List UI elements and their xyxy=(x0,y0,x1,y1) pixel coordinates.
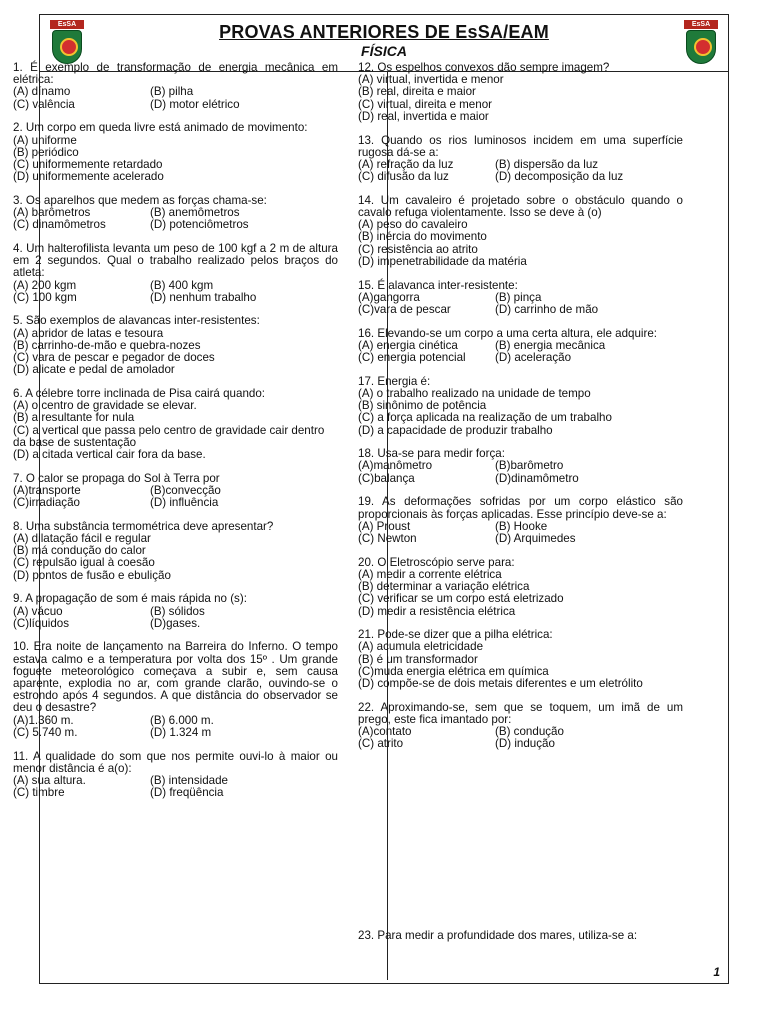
answer-option: (D) a citada vertical cair fora da base. xyxy=(13,448,206,461)
answer-option: (A) peso do cavaleiro xyxy=(358,219,468,232)
answer-option: (C) repulsão igual à coesão xyxy=(13,557,155,570)
answer-option: (C) virtual, direita e menor xyxy=(358,98,493,111)
answer-option: (A) o centro de gravidade se elevar. xyxy=(13,400,197,413)
answer-option: (A) dilatação fácil e regular xyxy=(13,533,151,545)
question-text: 17. Energia é: xyxy=(358,374,431,388)
question xyxy=(358,376,683,437)
question-text: 7. O calor se propaga do Sol à Terra por xyxy=(13,471,220,485)
question xyxy=(13,122,338,183)
answer-option: (D)dinamômetro xyxy=(495,471,579,485)
answer-option: (A) medir a corrente elétrica xyxy=(358,568,502,581)
answer-option: (B) 400 kgm xyxy=(150,278,214,292)
answer-option: (D) pontos de fusão e ebulição xyxy=(13,569,171,582)
question-text: 14. Um cavaleiro é projetado sobre o obstáculo quando o cavalo refuga violentamente. Isso se deve à (o) xyxy=(358,193,683,220)
answer-option: (B) carrinho-de-mão e quebra-nozes xyxy=(13,339,201,352)
answer-option: (B) real, direita e maior xyxy=(358,86,476,99)
question xyxy=(358,135,683,184)
question-text: 2. Um corpo em queda livre está animado de movimento: xyxy=(13,121,308,135)
answer-option: (D) potenciômetros xyxy=(150,218,249,232)
answer-option: (D) nenhum trabalho xyxy=(150,290,257,304)
option-row xyxy=(13,715,338,727)
left-column xyxy=(13,62,338,811)
answer-option: (B) anemômetros xyxy=(150,206,240,220)
answer-option: (B) é um transformador xyxy=(358,653,478,666)
answer-option: (A) 200 kgm xyxy=(13,278,77,292)
answer-option: (A) virtual, invertida e menor xyxy=(358,74,504,87)
answer-option: (B) pinça xyxy=(495,290,542,304)
option-row xyxy=(358,171,683,183)
option-row xyxy=(358,460,683,472)
question xyxy=(358,629,683,690)
shield-icon xyxy=(686,30,716,64)
answer-option: (A) energia cinética xyxy=(358,338,458,352)
answer-option: (C) difusão da luz xyxy=(358,170,449,184)
answer-option: (D) impenetrabilidade da matéria xyxy=(358,255,527,268)
question xyxy=(358,195,683,268)
logo-text: EsSA xyxy=(684,20,718,29)
answer-option: (C) dinamômetros xyxy=(13,218,106,232)
question xyxy=(358,496,683,545)
answer-option: (C) 5.740 m. xyxy=(13,725,78,739)
question xyxy=(358,448,683,485)
answer-option: (D) carrinho de mão xyxy=(495,302,599,316)
answer-option: (C)muda energia elétrica em química xyxy=(358,665,549,678)
answer-option: (C)vara de pescar xyxy=(358,302,451,316)
right-column xyxy=(358,62,683,762)
question xyxy=(358,328,683,365)
question xyxy=(13,195,338,232)
option-row xyxy=(358,304,683,316)
question xyxy=(13,388,338,461)
answer-option: (D) aceleração xyxy=(495,351,572,365)
question-text: 8. Uma substância termométrica deve apresentar? xyxy=(13,519,274,533)
question-text: 12. Os espelhos convexos dão sempre imagem? xyxy=(358,61,610,74)
page-subtitle: FÍSICA xyxy=(361,43,407,59)
answer-option: (B) energia mecânica xyxy=(495,338,606,352)
answer-option: (C) a vertical que passa pelo centro de gravidade cair dentro da base de sustentação xyxy=(13,424,325,449)
question xyxy=(13,315,338,376)
answer-option: (D) alicate e pedal de amolador xyxy=(13,364,175,377)
answer-option: (D) medir a resistência elétrica xyxy=(358,605,516,618)
answer-option: (A)gangorra xyxy=(358,290,420,304)
question-text: 10. Era noite de lançamento na Barreira do Inferno. O tempo estava calmo e a temperatura por volta dos 15º . Um grande foguete meteorológico começava a subir e, sem causa aparente, explodia no ar, com grande clarão, ouvindo-se o estrondo após 4 segundos. A que distância do observador se deu o desastre? xyxy=(13,640,338,715)
answer-option: (B) sólidos xyxy=(150,604,205,618)
answer-option: (D) real, invertida e maior xyxy=(358,110,489,123)
answer-option: (B) dispersão da luz xyxy=(495,157,599,171)
question xyxy=(13,641,338,739)
option-row xyxy=(13,606,338,618)
option-row xyxy=(13,86,338,98)
answer-option: (A) abridor de latas e tesoura xyxy=(13,327,164,340)
option-row xyxy=(13,618,338,630)
answer-option: (C) timbre xyxy=(13,786,65,800)
answer-option: (D) motor elétrico xyxy=(150,97,240,111)
answer-option: (A) vácuo xyxy=(13,604,63,618)
answer-option: (A) sua altura. xyxy=(13,773,86,787)
question-text: 19. As deformações sofridas por um corpo elástico são proporcionais às forças aplicadas. Esse princípio deve-se a: xyxy=(358,495,683,521)
question-text: 21. Pode-se dizer que a pilha elétrica: xyxy=(358,628,553,642)
answer-option: (D) a capacidade de produzir trabalho xyxy=(358,424,553,437)
answer-option: (C) valência xyxy=(13,97,75,111)
answer-option: (A)contato xyxy=(358,725,412,739)
answer-option: (B) a resultante for nula xyxy=(13,412,135,425)
essa-logo-right xyxy=(684,20,718,66)
answer-option: (B) intensidade xyxy=(150,773,228,787)
option-row xyxy=(13,292,338,304)
option-row xyxy=(358,738,683,750)
option-row xyxy=(13,219,338,231)
option-row xyxy=(13,99,338,111)
question xyxy=(13,751,338,800)
answer-option: (C) 100 kgm xyxy=(13,290,77,304)
answer-option: (A)1.360 m. xyxy=(13,713,74,727)
question xyxy=(13,243,338,304)
answer-option: (C) resistência ao atrito xyxy=(358,243,478,256)
answer-option: (A) Proust xyxy=(358,519,411,533)
answer-option: (C) a força aplicada na realização de um trabalho xyxy=(358,412,612,425)
option-row xyxy=(13,497,338,509)
answer-option: (D) influência xyxy=(150,496,219,510)
question-text: 18. Usa-se para medir força: xyxy=(358,447,505,461)
answer-option: (A) acumula eletricidade xyxy=(358,641,484,654)
question-text: 4. Um halterofilista levanta um peso de 100 kgf a 2 m de altura em 2 segundos. Qual o trabalho realizado pelos braços do atleta: xyxy=(13,241,338,280)
answer-option: (B)convecção xyxy=(150,483,221,497)
answer-option: (A)manômetro xyxy=(358,459,433,473)
answer-option: (A) uniforme xyxy=(13,134,77,147)
logo-text: EsSA xyxy=(50,20,84,29)
answer-option: (D) uniformemente acelerado xyxy=(13,171,164,184)
answer-option: (B)barômetro xyxy=(495,459,564,473)
answer-option: (A) dínamo xyxy=(13,85,71,99)
answer-option: (B) 6.000 m. xyxy=(150,713,214,727)
question-text: 11. A qualidade do som que nos permite ouvi-lo à maior ou menor distância é a(o): xyxy=(13,749,338,775)
answer-option: (B) determinar a variação elétrica xyxy=(358,581,530,594)
question-text: 20. O Eletroscópio serve para: xyxy=(358,555,515,569)
question xyxy=(358,62,683,123)
answer-option: (C)balança xyxy=(358,471,415,485)
page-title: PROVAS ANTERIORES DE EsSA/EAM xyxy=(219,22,549,42)
answer-option: (C) verificar se um corpo está eletrizado xyxy=(358,593,564,606)
question xyxy=(13,521,338,582)
question-text: 1. É exemplo de transformação de energia mecânica em elétrica: xyxy=(13,61,338,87)
question xyxy=(13,473,338,510)
answer-option: (D) 1.324 m xyxy=(150,725,212,739)
option-row xyxy=(358,352,683,364)
question-text: 15. É alavanca inter-resistente: xyxy=(358,278,518,292)
answer-option: (A) barômetros xyxy=(13,206,91,220)
answer-option: (A) refração da luz xyxy=(358,157,454,171)
answer-option: (B) inércia do movimento xyxy=(358,231,487,244)
question-text: 5. São exemplos de alavancas inter-resistentes: xyxy=(13,314,260,328)
question-text: 3. Os aparelhos que medem as forças chama-se: xyxy=(13,193,267,207)
question-text: 6. A célebre torre inclinada de Pisa cairá quando: xyxy=(13,386,266,400)
question xyxy=(358,702,683,751)
option-row xyxy=(13,280,338,292)
answer-option: (A) o trabalho realizado na unidade de tempo xyxy=(358,387,591,400)
question xyxy=(358,557,683,618)
answer-option: (B) Hooke xyxy=(495,519,548,533)
question xyxy=(13,62,338,111)
answer-option: (D) compõe-se de dois metais diferentes e um eletrólito xyxy=(358,678,643,691)
page-number: 1 xyxy=(713,965,720,979)
answer-option: (C) vara de pescar e pegador de doces xyxy=(13,352,215,365)
question xyxy=(358,280,683,317)
option-row xyxy=(358,473,683,485)
answer-option: (C) Newton xyxy=(358,532,417,545)
question-text: 16. Elevando-se um corpo a uma certa altura, ele adquire: xyxy=(358,326,658,340)
answer-option: (B) periódico xyxy=(13,146,79,159)
answer-option: (D) freqüência xyxy=(150,786,224,800)
answer-option: (D) decomposição da luz xyxy=(495,170,624,184)
answer-option: (C) atrito xyxy=(358,737,404,751)
answer-option: (B) sinônimo de potência xyxy=(358,400,487,413)
answer-option: (D) Arquimedes xyxy=(495,532,576,545)
option-row xyxy=(13,787,338,799)
question-text: 22. Aproximando-se, sem que se toquem, um imã de um prego, este fica imantado por: xyxy=(358,700,683,726)
answer-option: (C) uniformemente retardado xyxy=(13,158,163,171)
answer-option: (B) pilha xyxy=(150,85,194,99)
answer-option: (C)líquidos xyxy=(13,616,70,630)
option-row xyxy=(358,533,683,545)
answer-option: (D) indução xyxy=(495,737,555,751)
answer-option: (B) má condução do calor xyxy=(13,545,146,558)
question-text: 9. A propagação de som é mais rápida no (s): xyxy=(13,592,247,606)
answer-option: (B) condução xyxy=(495,725,564,739)
answer-option: (C) energia potencial xyxy=(358,351,466,365)
answer-option: (D)gases. xyxy=(150,616,201,630)
question xyxy=(13,593,338,630)
answer-option: (C)irradiação xyxy=(13,496,81,510)
option-row xyxy=(13,727,338,739)
question-23: 23. Para medir a profundidade dos mares, utiliza-se a: xyxy=(358,929,638,942)
question-text: 13. Quando os rios luminosos incidem em uma superfície rugosa dá-se a: xyxy=(358,133,683,159)
answer-option: (A)transporte xyxy=(13,483,81,497)
